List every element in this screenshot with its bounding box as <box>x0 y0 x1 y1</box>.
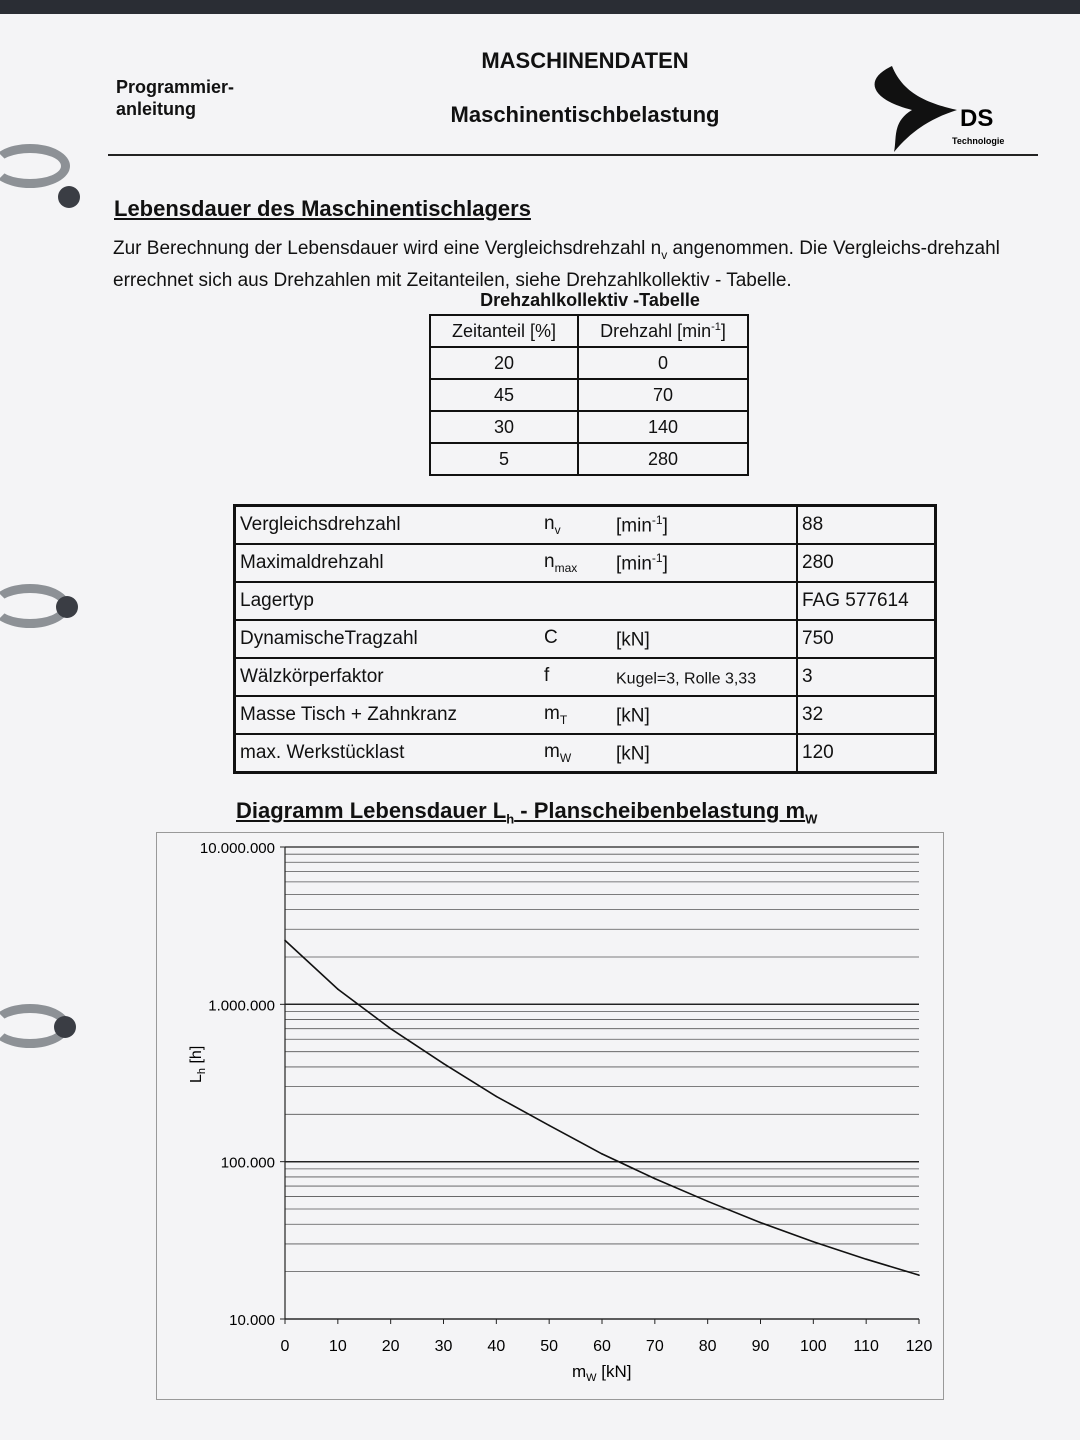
param-value: 3 <box>802 666 813 687</box>
param-cell <box>235 696 541 734</box>
param-cell <box>612 506 797 545</box>
x-tick-label: 120 <box>905 1338 933 1355</box>
x-tick-label: 0 <box>280 1338 290 1355</box>
param-cell <box>540 734 612 773</box>
y-axis-label <box>188 1046 208 1083</box>
param-unit-sup: -1 <box>651 550 663 565</box>
data-point <box>760 1222 762 1224</box>
param-name: Wälzkörperfaktor <box>240 666 384 687</box>
table-row <box>430 347 748 379</box>
param-cell <box>540 620 612 658</box>
data-point <box>918 1274 920 1276</box>
param-value: 120 <box>802 742 834 763</box>
table-row <box>430 379 748 411</box>
y-tick-label: 1.000.000 <box>208 997 275 1015</box>
header-left-line2: anleitung <box>116 99 196 119</box>
lifetime-chart <box>157 833 943 1399</box>
header-title: MASCHINENDATEN <box>481 48 689 73</box>
intro-text-sub: v <box>661 247 668 262</box>
param-cell <box>540 506 612 545</box>
x-tick-label: 80 <box>698 1338 717 1355</box>
x-tick-label: 10 <box>328 1338 347 1355</box>
kollektiv-table <box>429 314 749 476</box>
y-axis-label-sub: h <box>196 1067 208 1075</box>
data-point <box>284 940 286 942</box>
param-name: Masse Tisch + Zahnkranz <box>240 704 458 725</box>
param-row <box>235 620 936 658</box>
param-name: Lagertyp <box>240 590 314 611</box>
param-cell <box>235 620 541 658</box>
col-header-drehzahl-end: ] <box>720 320 726 341</box>
param-value-cell <box>797 582 936 620</box>
col-header-drehzahl-main: Drehzahl [min <box>600 320 712 341</box>
param-unit: [min <box>616 515 652 537</box>
param-value: 32 <box>802 704 824 725</box>
param-unit: [kN] <box>616 629 650 651</box>
param-value: 280 <box>802 552 834 573</box>
parameter-table <box>233 504 937 774</box>
param-symbol-sub: v <box>554 522 561 537</box>
x-tick-label: 70 <box>645 1338 664 1355</box>
x-axis-label-end: [kN] <box>596 1362 632 1381</box>
param-cell <box>235 582 541 620</box>
cell-drehzahl: 70 <box>578 379 748 411</box>
x-tick-label: 100 <box>799 1338 827 1355</box>
intro-text-b: angenommen. Die Vergleichs-drehzahl errechnet sich aus Drehzahlen mit Zeitanteilen, siehe Drehzahlkollektiv - Tabelle. <box>113 238 1000 291</box>
y-tick-label: 10.000.000 <box>199 840 275 857</box>
data-point <box>337 988 339 990</box>
data-point <box>865 1258 867 1260</box>
x-axis-label <box>572 1362 632 1384</box>
intro-text-a: Zur Berechnung der Lebensdauer wird eine Vergleichsdrehzahl n <box>113 238 662 259</box>
punch-hole <box>56 596 78 618</box>
header-left <box>116 76 234 120</box>
cell-zeitanteil: 20 <box>430 347 578 379</box>
param-name: max. Werkstücklast <box>240 742 405 763</box>
x-axis-label-sub: W <box>586 1372 597 1384</box>
param-cell <box>540 658 612 696</box>
param-value-cell <box>797 696 936 734</box>
x-tick-label: 40 <box>487 1338 506 1355</box>
col-header-drehzahl <box>578 315 748 347</box>
section-title: Lebensdauer des Maschinentischlagers <box>114 196 531 221</box>
param-cell <box>540 696 612 734</box>
param-row <box>235 734 936 773</box>
param-unit-end: ] <box>662 553 668 575</box>
y-axis-label-end: [h] <box>188 1045 205 1068</box>
y-tick-label: 100.000 <box>220 1154 275 1172</box>
param-unit: [kN] <box>616 705 650 727</box>
kollektiv-table-title: Drehzahlkollektiv -Tabelle <box>480 290 700 310</box>
param-value-cell <box>797 620 936 658</box>
param-symbol: m <box>544 703 560 725</box>
cell-drehzahl: 140 <box>578 411 748 443</box>
y-tick-label: 10.000 <box>229 1312 275 1329</box>
param-value-cell <box>797 544 936 582</box>
diagram-title-b-sub: W <box>805 811 818 827</box>
param-symbol-sub: max <box>554 560 578 575</box>
param-cell <box>540 544 612 582</box>
cell-drehzahl: 280 <box>578 443 748 475</box>
x-tick-label: 110 <box>853 1338 879 1355</box>
diagram-title <box>236 798 817 826</box>
param-row <box>235 658 936 696</box>
param-symbol: n <box>544 551 555 573</box>
param-cell <box>235 658 541 696</box>
data-point <box>390 1028 392 1030</box>
document-page <box>0 14 1080 1440</box>
param-cell <box>612 620 797 658</box>
x-tick-label: 30 <box>434 1338 453 1355</box>
data-point <box>707 1200 709 1202</box>
param-symbol: f <box>544 665 550 687</box>
param-value: FAG 577614 <box>802 590 909 611</box>
data-point <box>443 1063 445 1065</box>
param-row <box>235 544 936 582</box>
data-point <box>813 1241 815 1243</box>
param-cell <box>235 544 541 582</box>
param-value-cell <box>797 506 936 545</box>
x-tick-label: 90 <box>751 1338 770 1355</box>
x-tick-label: 20 <box>381 1338 400 1355</box>
param-value-cell <box>797 734 936 773</box>
param-unit-end: ] <box>662 515 668 537</box>
data-point <box>654 1178 656 1180</box>
header-left-line1: Programmier- <box>116 77 235 97</box>
diagram-title-b: - Planscheibenbelastung m <box>514 798 806 823</box>
y-axis-label-main: L <box>188 1074 205 1083</box>
param-unit: [kN] <box>616 743 650 765</box>
param-symbol: C <box>544 627 558 649</box>
param-value-cell <box>797 658 936 696</box>
header-subtitle: Maschinentischbelastung <box>450 102 720 127</box>
binder-ring-top <box>0 144 70 188</box>
table-row <box>430 443 748 475</box>
param-row <box>235 506 936 545</box>
data-point <box>496 1096 498 1098</box>
param-name: Vergleichsdrehzahl <box>240 514 401 535</box>
header-divider <box>108 154 1038 156</box>
param-cell <box>612 658 797 696</box>
param-name: Maximaldrehzahl <box>240 552 384 573</box>
param-unit: [min <box>616 553 652 575</box>
param-symbol: m <box>544 741 560 763</box>
intro-paragraph <box>113 236 1073 293</box>
param-row <box>235 582 936 620</box>
param-unit-sup: -1 <box>651 512 663 527</box>
param-cell <box>612 734 797 773</box>
param-cell <box>235 506 541 545</box>
punch-hole <box>58 186 80 208</box>
punch-hole <box>54 1016 76 1038</box>
data-point <box>601 1153 603 1155</box>
x-tick-label: 50 <box>540 1338 559 1355</box>
data-point <box>548 1125 550 1127</box>
col-header-zeitanteil: Zeitanteil [%] <box>430 315 578 347</box>
col-header-drehzahl-sup: -1 <box>711 320 721 333</box>
x-axis-label-main: m <box>572 1362 587 1381</box>
series-line <box>285 940 919 1275</box>
param-symbol-sub: W <box>559 750 572 765</box>
param-symbol-sub: T <box>559 712 568 727</box>
table-row <box>430 411 748 443</box>
cell-zeitanteil: 5 <box>430 443 578 475</box>
param-value: 88 <box>802 514 824 535</box>
param-cell <box>235 734 541 773</box>
param-cell <box>612 582 797 620</box>
x-tick-label: 60 <box>593 1338 611 1355</box>
param-cell <box>540 582 612 620</box>
param-cell <box>612 696 797 734</box>
param-name: DynamischeTragzahl <box>240 628 418 649</box>
param-row <box>235 696 936 734</box>
logo-subtext: Technologie <box>952 136 1005 146</box>
param-cell <box>612 544 797 582</box>
diagram-title-a-sub: h <box>506 811 515 827</box>
cell-zeitanteil: 45 <box>430 379 578 411</box>
chart-frame <box>156 832 944 1400</box>
ds-technologie-logo <box>852 60 1022 156</box>
param-symbol: n <box>544 513 555 535</box>
table-header-row <box>430 315 748 347</box>
cell-zeitanteil: 30 <box>430 411 578 443</box>
param-value: 750 <box>802 628 834 649</box>
logo-text: DS <box>960 105 994 132</box>
param-unit: Kugel=3, Rolle 3,33 <box>616 670 757 688</box>
cell-drehzahl: 0 <box>578 347 748 379</box>
diagram-title-a: Diagramm Lebensdauer L <box>236 798 507 823</box>
